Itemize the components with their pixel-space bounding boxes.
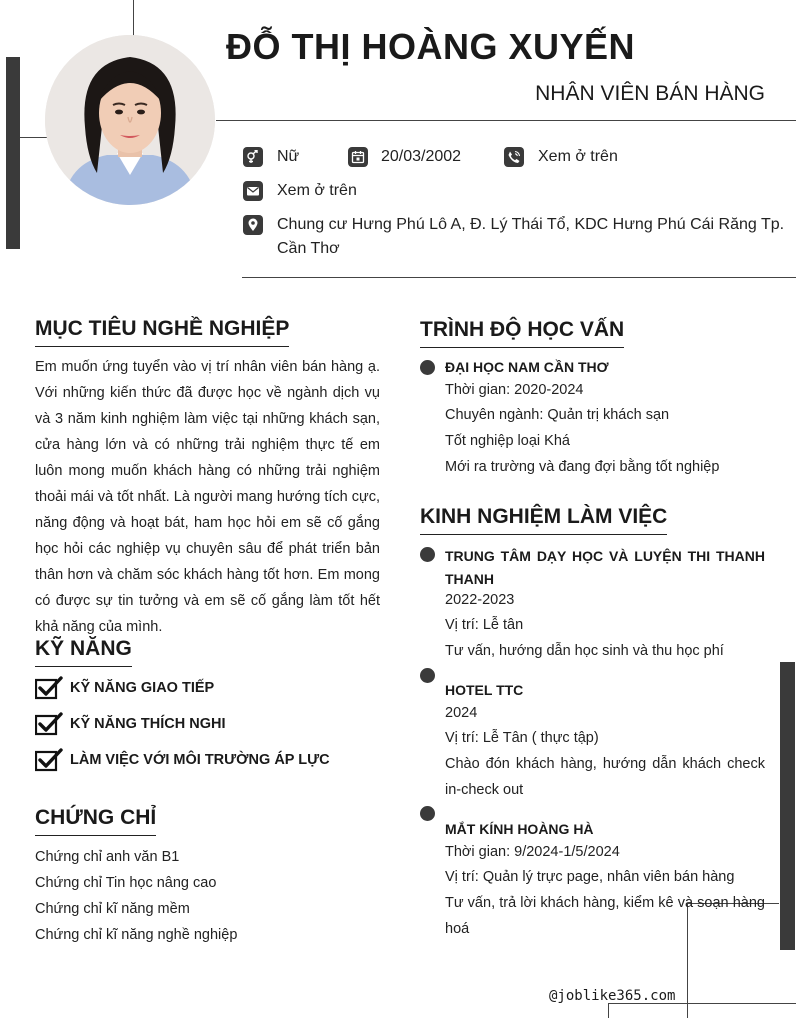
company-name: HOTEL TTC <box>445 682 524 698</box>
header-divider <box>216 120 796 121</box>
watermark-text: @joblike365.com <box>549 988 676 1004</box>
email-icon <box>243 181 263 201</box>
contact-divider <box>242 277 796 278</box>
candidate-name: ĐỖ THỊ HOÀNG XUYẾN <box>226 26 636 67</box>
skill-item: KỸ NĂNG GIAO TIẾP <box>70 680 215 696</box>
phone-icon <box>504 147 524 167</box>
birthday-value: 20/03/2002 <box>381 148 462 165</box>
company-name: TRUNG TÂM DẠY HỌC VÀ LUYỆN THI THANH THANH <box>445 548 765 587</box>
checkbox-checked-icon <box>35 712 61 734</box>
job-position: Vị trí: Lễ tân <box>445 617 524 633</box>
company-name: MẮT KÍNH HOÀNG HÀ <box>445 821 594 837</box>
left-accent-bar <box>6 57 20 249</box>
phone-value: Xem ở trên <box>538 148 618 165</box>
job-description: Tư vấn, trả lời khách hàng, kiểm kê và soạn hàng hoá <box>445 895 765 937</box>
certificate-item: Chứng chỉ kĩ năng mềm <box>35 901 190 917</box>
skill-item: KỸ NĂNG THÍCH NGHI <box>70 716 226 732</box>
objective-text: Em muốn ứng tuyển vào vị trí nhân viên bán hàng ạ. Với những kiến thức đã được học về ngành dịch vụ và 3 năm kinh nghiệm làm việc tại những khách sạn, cửa hàng lớn và có những trải nghiệm thực tế em luôn mong muốn khách hàng có những trải nghiệm thoải mái và tốt nhất. Là người mang hướng tích cực, năng động và hoạt bát, ham học hỏi em sẽ cố gắng học hỏi các nghiệp vụ chuyên sâu để phát triển bản thân hơn và chăm sóc khách hàng tốt hơn. Em mong có được sự tin tưởng và em sẽ cố gắng làm tốt hết khả năng của mình. <box>35 359 380 635</box>
certificate-item: Chứng chỉ Tin học nâng cao <box>35 875 217 891</box>
job-time: 2024 <box>445 705 478 721</box>
education-line: Mới ra trường và đang đợi bằng tốt nghiệp <box>445 459 720 475</box>
education-line: Tốt nghiệp loại Khá <box>445 433 570 449</box>
job-title: NHÂN VIÊN BÁN HÀNG <box>535 82 765 105</box>
profile-photo <box>45 35 215 205</box>
gender-icon <box>243 147 263 167</box>
checkbox-checked-icon <box>35 676 61 698</box>
address-line-2: Cần Thơ <box>277 240 340 257</box>
education-line: Chuyên ngành: Quản trị khách sạn <box>445 407 670 423</box>
avatar <box>45 35 215 205</box>
school-name: ĐẠI HỌC NAM CẦN THƠ <box>445 359 609 375</box>
right-accent-bar <box>780 662 795 950</box>
address-line-1: Chung cư Hưng Phú Lô A, Đ. Lý Thái Tổ, KDC Hưng Phú Cái Răng Tp. <box>277 216 785 233</box>
certificate-item: Chứng chỉ anh văn B1 <box>35 849 180 865</box>
job-position: Vị trí: Lễ Tân ( thực tập) <box>445 730 599 746</box>
checkbox-checked-icon <box>35 748 61 770</box>
objective-heading: MỤC TIÊU NGHỀ NGHIỆP <box>35 317 289 347</box>
location-icon <box>243 215 263 235</box>
experience-heading: KINH NGHIỆM LÀM VIỆC <box>420 505 667 535</box>
skill-item: LÀM VIỆC VỚI MÔI TRƯỜNG ÁP LỰC <box>70 752 330 768</box>
bullet-dot <box>420 360 435 375</box>
skills-heading: KỸ NĂNG <box>35 637 132 667</box>
job-time: 2022-2023 <box>445 592 515 608</box>
email-value: Xem ở trên <box>277 182 357 199</box>
bullet-dot <box>420 668 435 683</box>
bullet-dot <box>420 547 435 562</box>
bullet-dot <box>420 806 435 821</box>
job-time: Thời gian: 9/2024-1/5/2024 <box>445 844 620 860</box>
divider-line <box>133 0 134 40</box>
education-heading: TRÌNH ĐỘ HỌC VẤN <box>420 318 624 348</box>
education-line: Thời gian: 2020-2024 <box>445 382 584 398</box>
job-description: Chào đón khách hàng, hướng dẫn khách check in-check out <box>445 756 765 798</box>
divider-line <box>608 1003 609 1018</box>
certificate-item: Chứng chỉ kĩ năng nghề nghiệp <box>35 927 238 943</box>
gender-value: Nữ <box>277 148 300 165</box>
job-position: Vị trí: Quản lý trực page, nhân viên bán hàng <box>445 869 735 885</box>
divider-line <box>20 137 48 138</box>
certificates-heading: CHỨNG CHỈ <box>35 806 156 836</box>
calendar-icon <box>348 147 368 167</box>
job-description: Tư vấn, hướng dẫn học sinh và thu học phí <box>445 643 724 659</box>
